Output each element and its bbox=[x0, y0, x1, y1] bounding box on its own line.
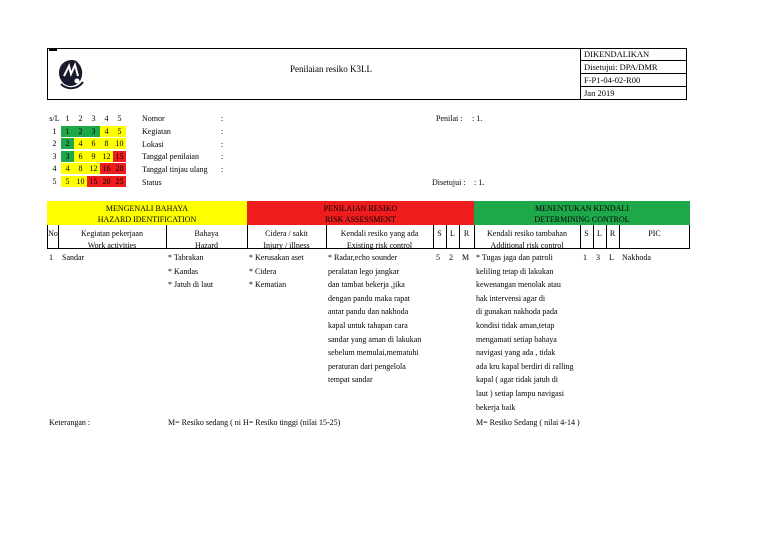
col-pic: PIC bbox=[648, 229, 661, 238]
info-label: Status bbox=[142, 178, 162, 187]
matrix-cell: 6 bbox=[74, 151, 87, 162]
row-injuries bbox=[249, 251, 304, 292]
info-colon: : bbox=[221, 114, 224, 123]
band-hazard-identification bbox=[47, 201, 247, 225]
col-injury-id: Cidera / sakit bbox=[265, 229, 308, 238]
hazard-item: * Jatuh di laut bbox=[168, 280, 214, 290]
disetujui-label: Disetujui : bbox=[432, 178, 466, 187]
matrix-cell: 5 bbox=[113, 126, 126, 137]
existing-control-line: sebelum memulai,mematuhi bbox=[328, 348, 419, 358]
matrix-row-header: 5 bbox=[52, 176, 57, 186]
row-r2: L bbox=[609, 253, 614, 262]
existing-control-line: peraturan dari pengelola bbox=[328, 361, 406, 371]
col-r2: R bbox=[609, 229, 616, 238]
info-label: Nomor bbox=[142, 114, 165, 123]
info-colon: : bbox=[221, 165, 224, 175]
injury-item: * Cidera bbox=[249, 266, 277, 276]
existing-control-line: dengan pandu maka rapat bbox=[328, 293, 410, 303]
existing-control-line: dan tambat bekerja ,jika bbox=[328, 280, 405, 290]
company-logo bbox=[47, 48, 97, 100]
band-determining-control bbox=[474, 201, 690, 225]
penilai-label: Penilai : bbox=[436, 114, 463, 123]
matrix-cell: 5 bbox=[61, 176, 74, 187]
info-label: Tanggal penilaian bbox=[142, 152, 199, 162]
row-additional-control bbox=[476, 251, 574, 414]
footer-note-right: M= Resiko Sedang ( nilai 4-14 ) bbox=[476, 418, 580, 427]
col-injury-en: Injury / illness bbox=[263, 241, 310, 250]
matrix-cell: 25 bbox=[113, 176, 126, 187]
col-additional-en: Additional risk control bbox=[490, 241, 564, 250]
row-r: M bbox=[462, 253, 470, 262]
matrix-col-header: 4 bbox=[104, 114, 109, 123]
page-title: Penilaian resiko K3LL bbox=[290, 64, 372, 74]
matrix-col-header: 3 bbox=[91, 114, 96, 123]
band-control-title: MENENTUKAN KENDALI bbox=[535, 204, 629, 213]
col-no: No bbox=[48, 229, 58, 238]
col-r: R bbox=[463, 229, 470, 238]
footer-label: Keterangan : bbox=[49, 418, 91, 427]
injury-item: * Kematian bbox=[249, 280, 287, 290]
col-hazard-en: Hazard bbox=[194, 241, 219, 250]
existing-control-line: tempat sandar bbox=[328, 375, 373, 385]
band-risk-title: PENILAIAN RESIKO bbox=[323, 204, 398, 213]
existing-control-line: sandar yang aman di lakukan bbox=[328, 334, 422, 344]
band-hazard-title: MENGENALI BAHAYA bbox=[105, 204, 189, 213]
row-s: 5 bbox=[436, 253, 440, 262]
col-l2: L bbox=[597, 229, 602, 238]
col-hazard-id: Bahaya bbox=[194, 229, 219, 238]
additional-control-line: laut ) setiap lampu navigasi bbox=[476, 388, 564, 398]
matrix-row-header: 4 bbox=[52, 164, 57, 173]
hazard-item: * Kandas bbox=[168, 266, 198, 276]
matrix-cell: 1 bbox=[61, 126, 74, 137]
existing-control-line: peralatan lego jangkar bbox=[328, 266, 400, 276]
additional-control-line: di gunakan nakhoda pada bbox=[476, 307, 558, 317]
matrix-row-header: 1 bbox=[52, 126, 57, 136]
existing-control-line: kapal untuk tahapan cara bbox=[328, 320, 408, 330]
info-label: Tanggal tinjau ulang bbox=[142, 165, 208, 175]
existing-control-line: * Radar,echo sounder bbox=[328, 253, 398, 262]
col-additional-control bbox=[474, 228, 580, 252]
matrix-cell: 16 bbox=[100, 163, 113, 174]
matrix-col-header: 2 bbox=[78, 114, 83, 123]
row-activity: Sandar bbox=[62, 253, 85, 262]
band-hazard-subtitle: HAZARD IDENTIFICATION bbox=[97, 215, 197, 224]
matrix-cell: 4 bbox=[100, 126, 113, 137]
row-existing-control bbox=[328, 251, 421, 387]
matrix-cell: 12 bbox=[87, 163, 100, 174]
col-existing-control bbox=[326, 228, 433, 252]
row-hazards bbox=[168, 251, 213, 292]
additional-control-line: kapal ( agar tidak jatuh di bbox=[476, 375, 558, 385]
additional-control-line: hak intervensi agar di bbox=[476, 293, 546, 303]
matrix-cell: 8 bbox=[74, 163, 87, 174]
footer-note-left: M= Resiko sedang ( ni H= Resiko tinggi (nilai 15-25) bbox=[168, 418, 341, 427]
matrix-cell: 4 bbox=[61, 163, 74, 174]
matrix-cell: 3 bbox=[87, 126, 100, 137]
matrix-cell: 2 bbox=[74, 126, 87, 137]
matrix-row-header: 2 bbox=[52, 139, 57, 148]
control-status: DIKENDALIKAN bbox=[580, 48, 687, 61]
matrix-cell: 10 bbox=[74, 176, 87, 187]
matrix-cell: 15 bbox=[87, 176, 100, 187]
matrix-cell: 9 bbox=[87, 151, 100, 162]
col-additional-id: Kendali resiko tambahan bbox=[487, 229, 567, 238]
additional-control-line: ada kru kapal berdiri di ralling bbox=[476, 361, 574, 371]
control-approved: Disetujui: DPA/DMR bbox=[580, 61, 687, 74]
row-s2: 1 bbox=[583, 253, 587, 262]
info-label: Lokasi bbox=[142, 139, 164, 149]
band-risk-subtitle: RISK ASSESSMENT bbox=[325, 215, 396, 224]
info-colon: : bbox=[221, 139, 224, 149]
matrix-cell: 3 bbox=[61, 151, 74, 162]
additional-control-line: kondisi tidak aman,tetap bbox=[476, 320, 555, 330]
col-s: S bbox=[437, 229, 442, 238]
row-pic: Nakhoda bbox=[622, 253, 651, 262]
matrix-col-header: 5 bbox=[117, 114, 122, 123]
matrix-cell: 8 bbox=[100, 138, 113, 149]
additional-control-line: mengamati setiap bahaya bbox=[476, 334, 557, 344]
matrix-cell: 4 bbox=[74, 138, 87, 149]
col-existing-id: Kendali resiko yang ada bbox=[340, 229, 419, 238]
injury-item: * Kerusakan aset bbox=[249, 253, 304, 262]
penilai-value: : 1. bbox=[472, 114, 483, 123]
band-risk-assessment bbox=[247, 201, 474, 225]
info-colon: : bbox=[221, 152, 224, 162]
row-l2: 3 bbox=[596, 253, 600, 262]
hazard-item: * Tabrakan bbox=[168, 253, 204, 262]
additional-control-line: keliling tetap di lakukan bbox=[476, 266, 554, 276]
col-hazard bbox=[166, 228, 247, 252]
row-no: 1 bbox=[49, 253, 53, 262]
control-form-code: F-P1-04-02-R00 bbox=[580, 74, 687, 87]
row-l: 2 bbox=[449, 253, 453, 262]
matrix-cell: 6 bbox=[87, 138, 100, 149]
additional-control-line: navigasi yang ada , tidak bbox=[476, 348, 556, 358]
col-injury bbox=[247, 228, 326, 252]
matrix-cell: 20 bbox=[113, 163, 126, 174]
info-colon: : bbox=[221, 126, 224, 136]
info-label: Kegiatan bbox=[142, 126, 171, 136]
band-control-subtitle: DETERMINING CONTROL bbox=[534, 215, 630, 224]
matrix-row-header: 3 bbox=[52, 151, 57, 161]
control-date: Jan 2019 bbox=[580, 87, 687, 100]
matrix-corner: s/L bbox=[49, 114, 60, 123]
matrix-cell: 20 bbox=[100, 176, 113, 187]
col-l: L bbox=[450, 229, 455, 238]
matrix-cell: 10 bbox=[113, 138, 126, 149]
col-s2: S bbox=[584, 229, 589, 238]
matrix-cell: 15 bbox=[113, 151, 126, 162]
matrix-col-header: 1 bbox=[65, 114, 70, 123]
additional-control-line: kewenangan menolak atau bbox=[476, 280, 561, 290]
matrix-cell: 2 bbox=[61, 138, 74, 149]
disetujui-value: : 1. bbox=[474, 178, 485, 187]
matrix-cell: 12 bbox=[100, 151, 113, 162]
col-activity-en: Work activities bbox=[87, 241, 137, 250]
col-activity-id: Kegiatan pekerjaan bbox=[81, 229, 143, 238]
col-activity bbox=[58, 228, 166, 252]
col-existing-en: Existing risk control bbox=[346, 241, 413, 250]
additional-control-line: bekerja baik bbox=[476, 402, 516, 412]
existing-control-line: antar pandu dan nakhoda bbox=[328, 307, 409, 317]
additional-control-line: * Tugas jaga dan patroli bbox=[476, 253, 553, 262]
